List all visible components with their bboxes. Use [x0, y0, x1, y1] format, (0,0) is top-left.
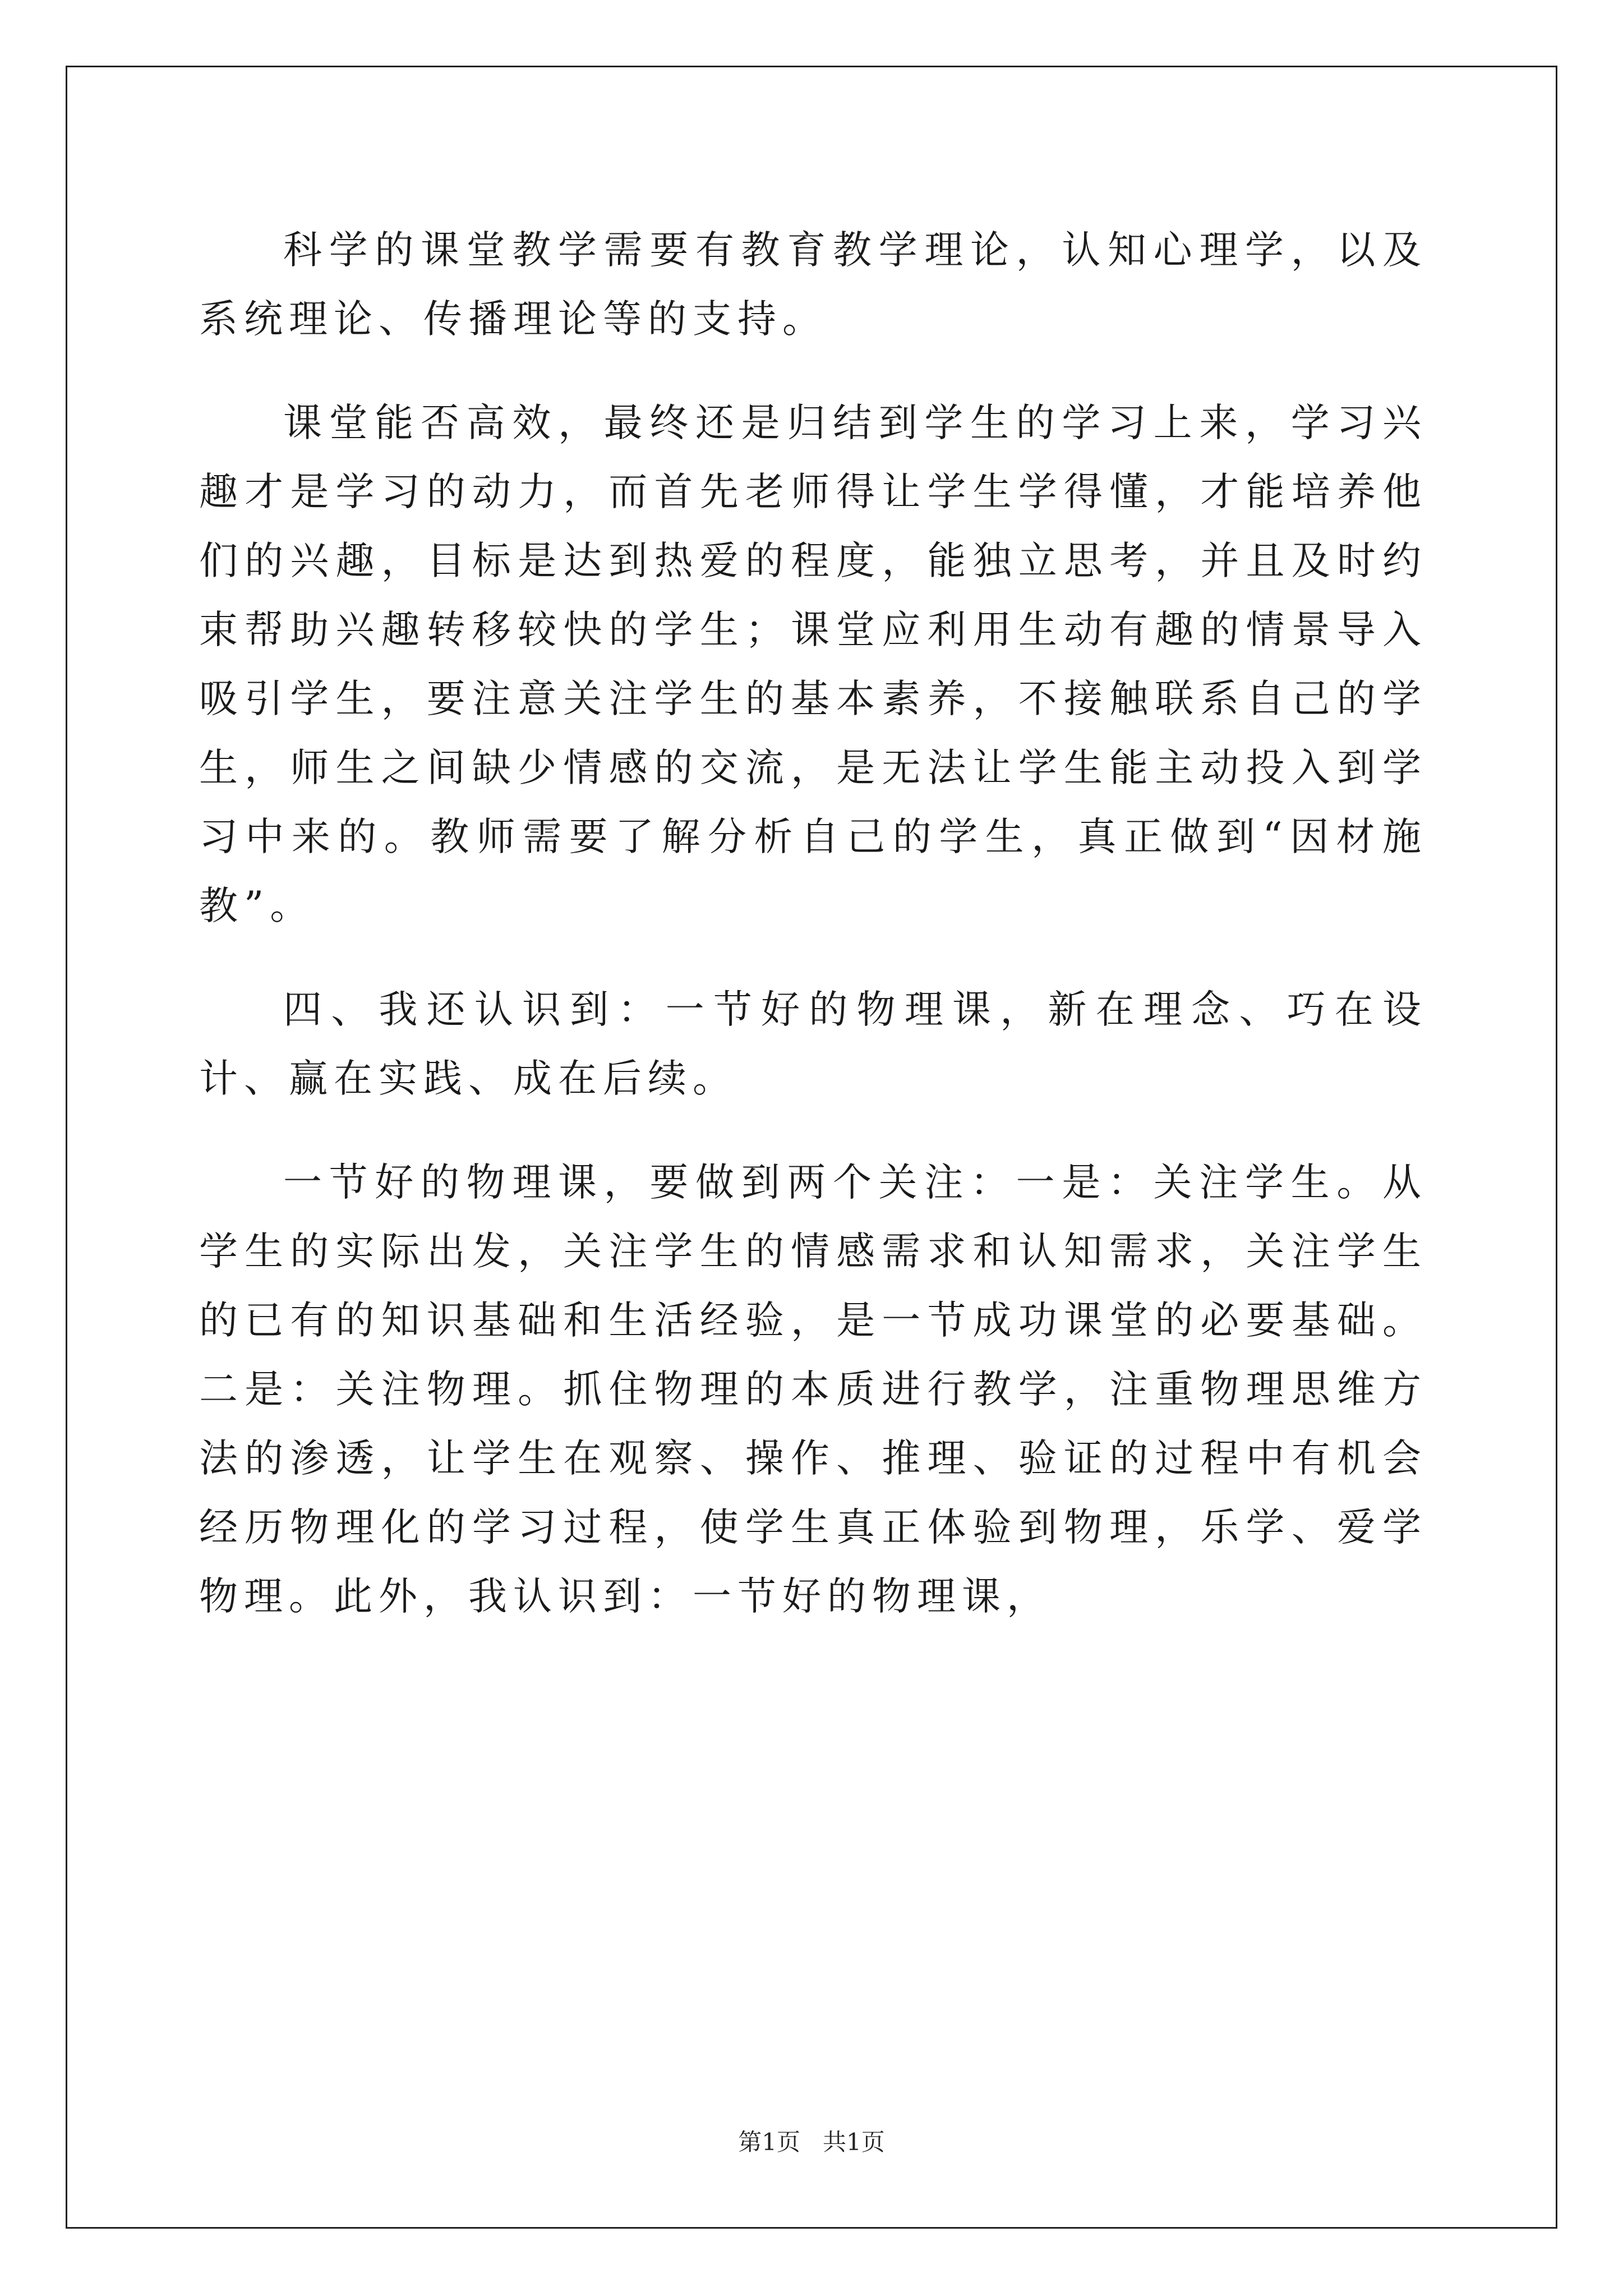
document-body: [199, 216, 1427, 1666]
paragraph-1: 科学的课堂教学需要有教育教学理论，认知心理学，以及系统理论、传播理论等的支持。: [199, 228, 1427, 342]
paragraph-3: 四、我还认识到：一节好的物理课，新在理念、巧在设计、赢在实践、成在后续。: [199, 987, 1427, 1101]
paragraph-4: 一节好的物理课，要做到两个关注：一是：关注学生。从学生的实际出发，关注学生的情感需求和认知需求，关注学生的已有的知识基础和生活经验，是一节成功课堂的必要基础。二是：关注物理。抓住物理的本质进行教学，注重物理思维方法的渗透，让学生在观察、操作、推理、验证的过程中有机会经历物理化的学习过程，使学生真正体验到物理，乐学、爱学物理。此外，我认识到：一节好的物理课，: [199, 1160, 1427, 1619]
page-footer: 第1页 共1页: [738, 2128, 885, 2156]
paragraph-2: 课堂能否高效，最终还是归结到学生的学习上来，学习兴趣才是学习的动力，而首先老师得让学生学得懂，才能培养他们的兴趣，目标是达到热爱的程度，能独立思考，并且及时约束帮助兴趣转移较快的学生；课堂应利用生动有趣的情景导入吸引学生，要注意关注学生的基本素养，不接触联系自己的学生，师生之间缺少情感的交流，是无法让学生能主动投入到学习中来的。教师需要了解分析自己的学生，真正做到“因材施教”。: [199, 401, 1427, 928]
